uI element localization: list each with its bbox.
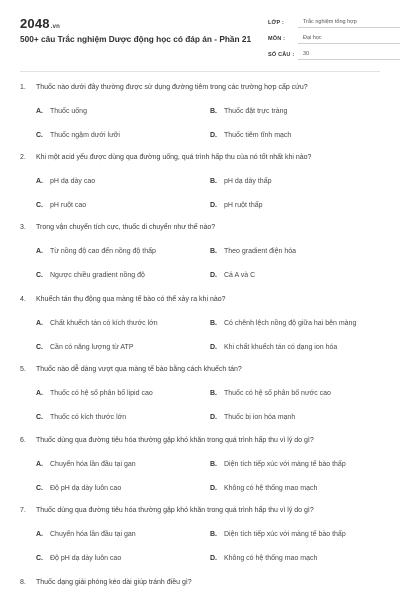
option-letter: D. — [210, 202, 217, 209]
option-text: Thuốc có kích thước lớn — [50, 414, 127, 421]
answer-option[interactable] — [210, 132, 291, 139]
answer-option[interactable] — [210, 202, 263, 209]
answer-option[interactable] — [210, 485, 317, 492]
answer-option[interactable] — [36, 531, 136, 538]
document-header — [20, 0, 380, 72]
meta-row-class — [268, 13, 400, 28]
answer-option[interactable] — [210, 178, 271, 185]
answer-option[interactable] — [36, 108, 87, 115]
answer-option[interactable] — [36, 555, 121, 562]
meta-panel — [268, 13, 400, 61]
option-text: Từ nồng độ cao đến nồng độ thấp — [50, 248, 156, 255]
answer-option[interactable] — [36, 248, 156, 255]
answer-option[interactable] — [210, 390, 331, 397]
option-letter: C. — [36, 202, 43, 209]
meta-row-subject — [268, 29, 400, 44]
option-text: Thuốc có hệ số phân bố lipid cao — [50, 390, 153, 397]
answer-option[interactable] — [36, 320, 158, 327]
logo-text: 2048 — [20, 16, 50, 31]
question-text — [20, 579, 192, 586]
option-letter: D. — [210, 485, 217, 492]
answer-option[interactable] — [36, 178, 95, 185]
question-stem: Thuốc dùng qua đường tiêu hóa thường gặp khó khăn trong quá trình hấp thu vì lý do gì? — [36, 437, 314, 444]
answer-option[interactable] — [36, 485, 121, 492]
option-text: Diện tích tiếp xúc với màng tế bào thấp — [224, 531, 346, 538]
question-stem: Thuốc dạng giải phóng kéo dài giúp tránh điều gì? — [36, 579, 192, 586]
option-letter: A. — [36, 248, 43, 255]
option-text: pH ruột cao — [50, 202, 87, 209]
option-text: Không có hệ thống mao mạch — [224, 555, 318, 562]
option-text: Ngược chiều gradient nồng độ — [50, 272, 145, 279]
meta-row-count — [268, 45, 400, 60]
option-letter: A. — [36, 108, 43, 115]
answer-option[interactable] — [210, 531, 346, 538]
option-letter: D. — [210, 344, 217, 351]
question-number: 6. — [20, 437, 26, 444]
question-text — [20, 366, 242, 373]
option-text: Thuốc bị ion hóa mạnh — [224, 414, 296, 421]
answer-option[interactable] — [210, 248, 296, 255]
question-text — [20, 224, 215, 231]
option-text: Thuốc tiêm tĩnh mạch — [224, 132, 292, 139]
option-text: Thuốc ngậm dưới lưỡi — [50, 132, 120, 139]
option-text: Chuyển hóa lần đầu tại gan — [50, 531, 136, 538]
answer-option[interactable] — [210, 108, 287, 115]
question-stem: Khi một acid yếu được dùng qua đường uống, quá trình hấp thu của nó tốt nhất khi nào? — [36, 154, 312, 161]
option-text: Diện tích tiếp xúc với màng tế bào thấp — [224, 461, 346, 468]
option-text: pH dạ dày cao — [50, 178, 96, 185]
option-text: Chất khuếch tán có kích thước lớn — [50, 320, 158, 327]
answer-option[interactable] — [36, 390, 153, 397]
answer-option[interactable] — [36, 272, 145, 279]
question-text — [20, 154, 311, 161]
question-stem: Thuốc nào dễ dàng vượt qua màng tế bào bằng cách khuếch tán? — [36, 366, 242, 373]
question-number: 8. — [20, 579, 26, 586]
option-text: Thuốc đặt trực tràng — [224, 108, 288, 115]
option-text: Chuyển hóa lần đầu tại gan — [50, 461, 136, 468]
answer-option[interactable] — [210, 414, 295, 421]
answer-option[interactable] — [210, 461, 346, 468]
option-letter: B. — [210, 320, 217, 327]
option-text: Khi chất khuếch tán có dạng ion hóa — [224, 344, 338, 351]
option-letter: D. — [210, 272, 217, 279]
option-letter: C. — [36, 485, 43, 492]
option-letter: B. — [210, 248, 217, 255]
option-letter: C. — [36, 132, 43, 139]
option-letter: B. — [210, 390, 217, 397]
logo-suffix: .vn — [50, 24, 61, 30]
question-text — [20, 84, 308, 91]
answer-option[interactable] — [36, 414, 126, 421]
question-number: 5. — [20, 366, 26, 373]
meta-label: LỚP : — [268, 20, 284, 26]
option-letter: A. — [36, 390, 43, 397]
option-letter: D. — [210, 414, 217, 421]
meta-value: Trắc nghiệm tổng hợp — [298, 19, 400, 28]
option-text: pH dạ dày thấp — [224, 178, 272, 185]
option-text: Độ pH dạ dày luôn cao — [50, 485, 122, 492]
option-text: Có chênh lệch nồng độ giữa hai bên màng — [224, 320, 357, 327]
answer-option[interactable] — [210, 320, 356, 327]
option-text: Thuốc uống — [50, 108, 87, 115]
option-text: Độ pH dạ dày luôn cao — [50, 555, 122, 562]
answer-option[interactable] — [36, 202, 86, 209]
meta-value: Đại học — [298, 35, 400, 44]
option-letter: B. — [210, 178, 217, 185]
option-letter: A. — [36, 461, 43, 468]
option-letter: C. — [36, 414, 43, 421]
option-text: Thuốc có hệ số phân bố nước cao — [224, 390, 331, 397]
option-letter: B. — [210, 108, 217, 115]
option-text: Không có hệ thống mao mạch — [224, 485, 318, 492]
meta-value: 30 — [298, 51, 400, 60]
question-number: 7. — [20, 507, 26, 514]
answer-option[interactable] — [210, 344, 337, 351]
question-stem: Khuếch tán thụ động qua màng tế bào có thể xảy ra khi nào? — [36, 296, 226, 303]
answer-option[interactable] — [36, 461, 136, 468]
option-text: Cả A và C — [224, 272, 256, 279]
option-text: pH ruột thấp — [224, 202, 263, 209]
option-letter: A. — [36, 531, 43, 538]
question-text — [20, 507, 314, 514]
question-text — [20, 296, 226, 303]
question-number: 1. — [20, 84, 26, 91]
option-letter: B. — [210, 461, 217, 468]
question-number: 4. — [20, 296, 26, 303]
meta-label: MÔN : — [268, 36, 286, 42]
answer-option[interactable] — [36, 344, 134, 351]
option-letter: C. — [36, 555, 43, 562]
option-letter: B. — [210, 531, 217, 538]
question-text — [20, 437, 314, 444]
option-letter: D. — [210, 555, 217, 562]
question-stem: Trong vận chuyển tích cực, thuốc di chuyển như thế nào? — [36, 224, 216, 231]
document-title: 500+ câu Trắc nghiệm Dược động học có đáp án - Phần 21 — [20, 34, 252, 44]
answer-option[interactable] — [210, 272, 255, 279]
option-letter: C. — [36, 272, 43, 279]
option-letter: C. — [36, 344, 43, 351]
site-logo[interactable] — [20, 16, 60, 31]
answer-option[interactable] — [36, 132, 120, 139]
option-letter: D. — [210, 132, 217, 139]
option-letter: A. — [36, 320, 43, 327]
option-text: Cần có năng lượng từ ATP — [50, 344, 134, 351]
question-number: 2. — [20, 154, 26, 161]
option-letter: A. — [36, 178, 43, 185]
question-number: 3. — [20, 224, 26, 231]
question-stem: Thuốc dùng qua đường tiêu hóa thường gặp khó khăn trong quá trình hấp thu vì lý do gì? — [36, 507, 314, 514]
question-stem: Thuốc nào dưới đây thường được sử dụng đường tiêm trong các trường hợp cấp cứu? — [36, 84, 308, 91]
answer-option[interactable] — [210, 555, 317, 562]
option-text: Theo gradient điện hóa — [224, 248, 296, 255]
meta-label: SỐ CÂU : — [268, 52, 295, 58]
